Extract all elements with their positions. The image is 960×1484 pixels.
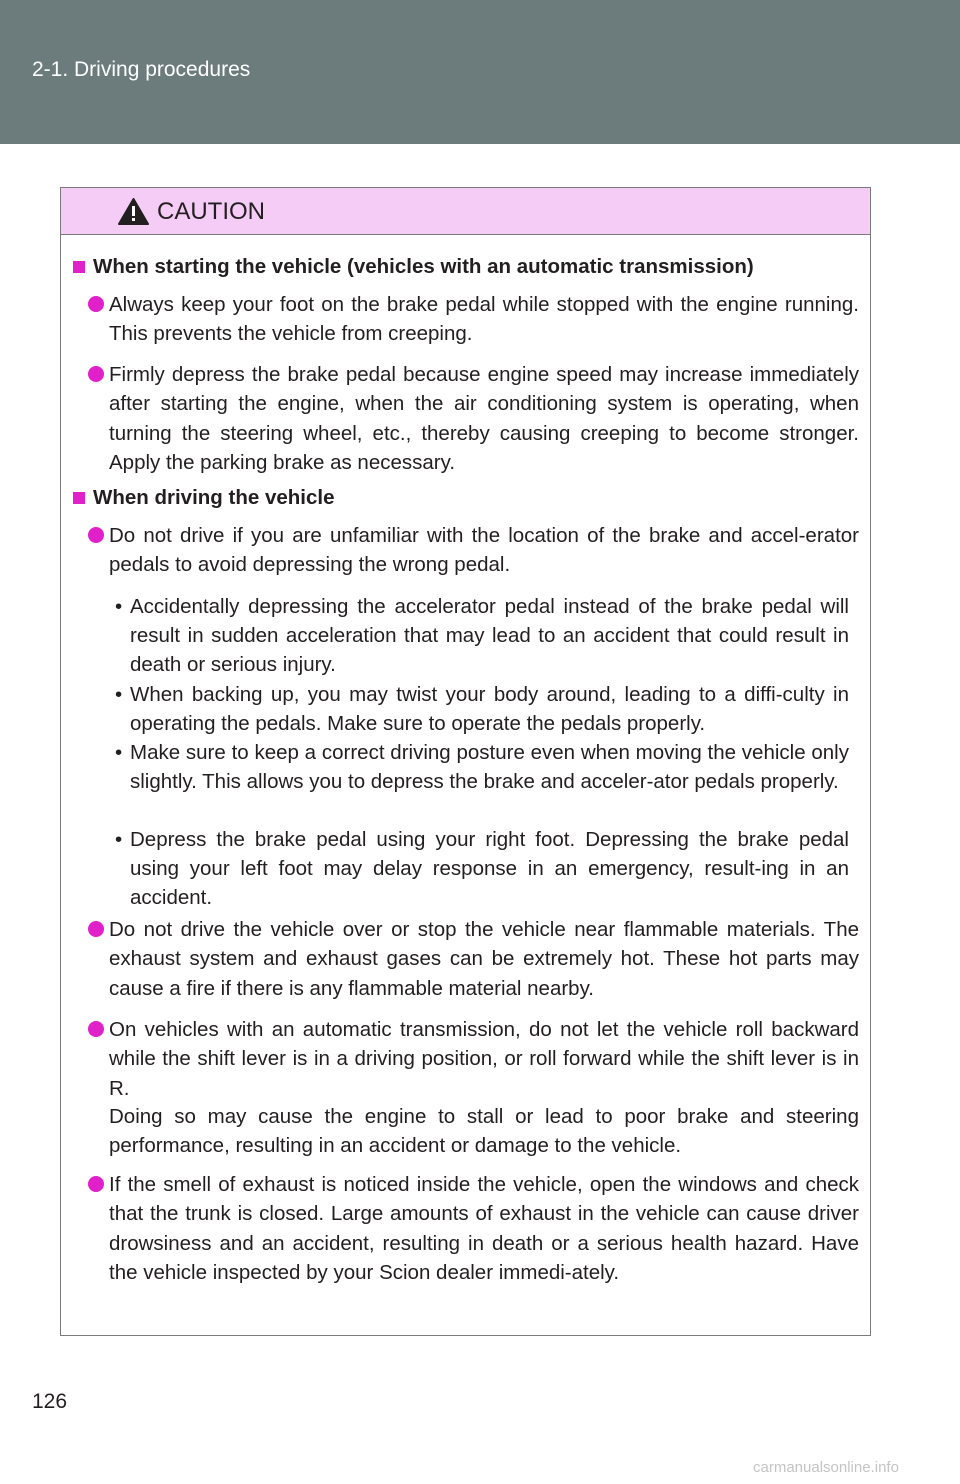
sub-bullet-text: Accidentally depressing the accelerator pedal instead of the brake pedal will result in sudden acceleration that may lead to an accident that could result in death or serious injury. [130, 595, 849, 676]
bullet-item [88, 915, 859, 1003]
header-band [0, 0, 960, 144]
circle-bullet-icon [88, 366, 104, 382]
sub-bullet-item [115, 825, 849, 912]
section-title: 2-1. Driving procedures [32, 58, 251, 81]
warning-triangle-icon [117, 197, 150, 226]
bullet-item [88, 521, 859, 580]
bullet-text: Firmly depress the brake pedal because engine speed may increase immediately after starting the engine, when the air conditioning system is operating, when turning the steering wheel, etc., thereby causing creeping to become stronger. Apply the parking brake as necessary. [109, 363, 859, 474]
caution-title: CAUTION [157, 198, 265, 225]
sub-bullet-text: When backing up, you may twist your body around, leading to a diffi-culty in operating the pedals. Make sure to operate the pedals properly. [130, 683, 849, 735]
bullet-text: If the smell of exhaust is noticed inside the vehicle, open the windows and check that the trunk is closed. Large amounts of exhaust in the vehicle can cause driver drowsiness and an accident, resulting in death or a serious health hazard. Have the vehicle inspected by your Scion dealer immedi-ately. [109, 1173, 859, 1284]
section-heading-driving [73, 486, 335, 510]
section-heading-text: When starting the vehicle (vehicles with an automatic transmission) [93, 255, 754, 278]
bullet-text: Do not drive the vehicle over or stop the vehicle near flammable materials. The exhaust system and exhaust gases can be extremely hot. These hot parts may cause a fire if there is any flammable material nearby. [109, 918, 859, 1000]
circle-bullet-icon [88, 1176, 104, 1192]
bullet-text: Always keep your foot on the brake pedal while stopped with the engine running. This prevents the vehicle from creeping. [109, 293, 859, 346]
sub-bullet-mark: • [115, 741, 123, 764]
circle-bullet-icon [88, 296, 104, 312]
watermark: carmanualsonline.info [753, 1459, 899, 1476]
square-bullet-icon [73, 492, 85, 504]
bullet-item [88, 1170, 859, 1287]
section-heading-starting [73, 255, 754, 279]
circle-bullet-icon [88, 1021, 104, 1037]
sub-bullet-mark: • [115, 828, 123, 851]
bullet-text: Do not drive if you are unfamiliar with the location of the brake and accel-erator pedals to avoid depressing the wrong pedal. [109, 524, 859, 577]
bullet-text: Doing so may cause the engine to stall or lead to poor brake and steering performance, resulting in an accident or damage to the vehicle. [109, 1105, 859, 1158]
sub-bullet-text: Depress the brake pedal using your right foot. Depressing the brake pedal using your left foot may delay response in an emergency, result-ing in an accident. [130, 828, 849, 909]
bullet-item [88, 1015, 859, 1103]
section-heading-text: When driving the vehicle [93, 486, 335, 509]
sub-bullet-mark: • [115, 683, 123, 706]
sub-bullet-item [115, 738, 849, 796]
circle-bullet-icon [88, 527, 104, 543]
bullet-item [88, 290, 859, 349]
sub-bullet-text: Make sure to keep a correct driving posture even when moving the vehicle only slightly. This allows you to depress the brake and acceler-ator pedals properly. [130, 741, 849, 793]
caution-header [61, 188, 870, 235]
circle-bullet-icon [88, 921, 104, 937]
sub-bullet-item [115, 680, 849, 738]
sub-bullet-item [115, 592, 849, 679]
sub-bullet-mark: • [115, 595, 123, 618]
bullet-continuation [88, 1102, 859, 1161]
page-number: 126 [32, 1390, 68, 1413]
bullet-item [88, 360, 859, 477]
caution-box [60, 187, 871, 1336]
square-bullet-icon [73, 261, 85, 273]
bullet-text: On vehicles with an automatic transmission, do not let the vehicle roll backward while the shift lever is in a driving position, or roll forward while the shift lever is in R. [109, 1018, 859, 1100]
